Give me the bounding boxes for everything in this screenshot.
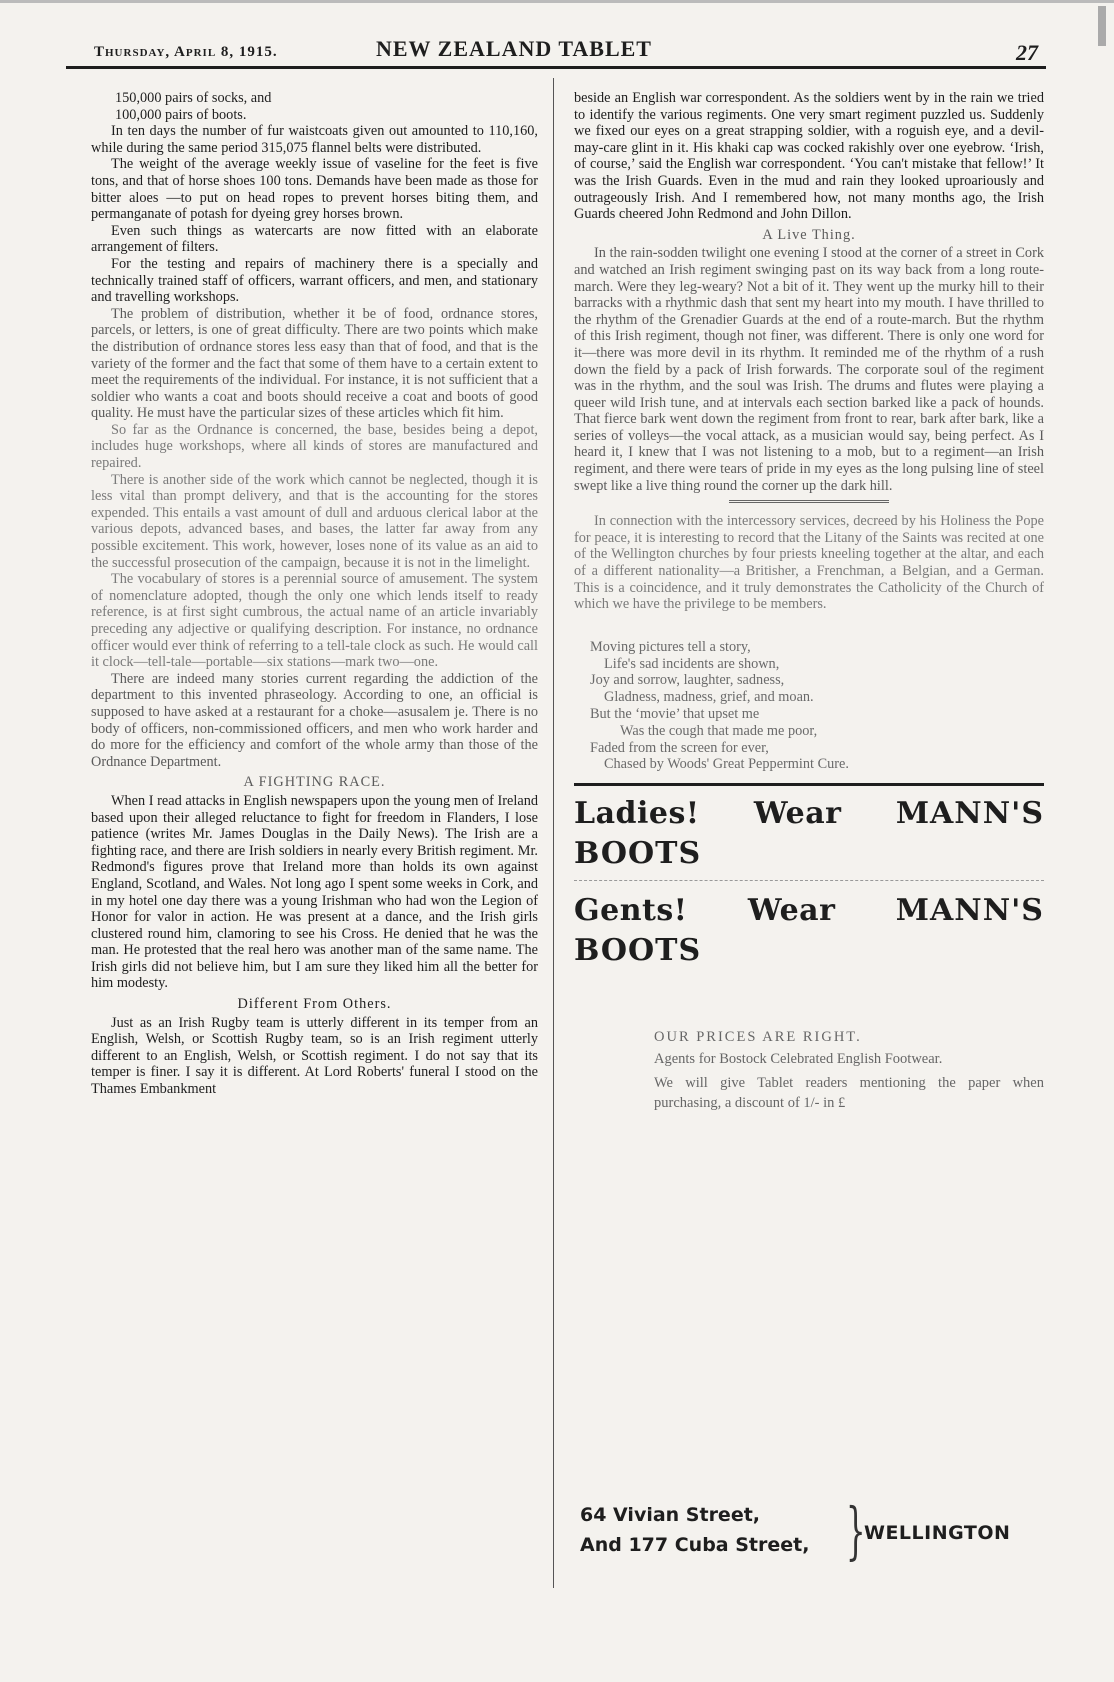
section-heading-fighting-race: A FIGHTING RACE. (243, 774, 386, 791)
advert-ladies (574, 794, 1044, 881)
paragraph: So far as the Ordnance is concerned, the base, besides being a depot, includes huge workshops, where all kinds of stores are manufactured and repaired. (91, 421, 538, 472)
advert-brand: MANN'S BOOTS (574, 796, 1044, 872)
paragraph: For the testing and repairs of machinery there is a specially and technically trained staff of officers, warrant officers, and men, and stationary and travelling workshops. (91, 255, 538, 306)
section-rule (729, 500, 889, 503)
prices-heading: OUR PRICES ARE RIGHT. (654, 1029, 862, 1046)
poem-line: Gladness, madness, grief, and moan. (604, 689, 814, 706)
paragraph: The weight of the average weekly issue of vaseline for the feet is five tons, and that of horse shoes 100 tons. Demands have been made as those for bitter aloes —to put on head ropes to prevent horses biting them, and permanganate of potash for dyeing grey horses brown. (91, 156, 538, 223)
advert-address (574, 1494, 1044, 1576)
address-line: 64 Vivian Street, (580, 1504, 761, 1526)
paragraph: There is another side of the work which cannot be neglected, though it is less vital than prompt delivery, and that is the accounting for the stores expended. This entails a vast amount of dull and arduous clerical labor at the various depots, advanced bases, and bases, the latter far away from any possible excitement. This work, however, loses none of its value as an aid to the successful prosecution of the campaign, because it is not in the limelight. (91, 471, 538, 571)
advert-ladies-text: Ladies! Wear (574, 796, 842, 832)
paragraph: In ten days the number of fur waistcoats given out amounted to 110,160, while during the same period 315,075 flannel belts were distributed. (91, 123, 538, 156)
list-item: 100,000 pairs of boots. (115, 106, 247, 123)
address-line: And 177 Cuba Street, (580, 1534, 810, 1556)
poem-line: Was the cough that made me poor, (620, 722, 818, 739)
scan-edge (1098, 6, 1106, 46)
paragraph: beside an English war correspondent. As the soldiers went by in the rain we tried to identify the various regiments. One very smart regiment puzzled us. Suddenly we fixed our eyes on a great strapping soldier, with a roguish eye, and a devil-may-care glint in it. His khaki cap was cocked rakishly over one eyebrow. ‘Irish, of course,’ said the English war correspondent. ‘You can't mistake that fellow!’ It was the Irish Guards. Even in the mud and rain they looked uproariously and outrageously Irish. And I remembered how, not many months ago, the Irish Guards cheered John Redmond and John Dillon. (574, 90, 1044, 223)
advert-prices (654, 1027, 1044, 1113)
list-item: 150,000 pairs of socks, and (115, 90, 272, 106)
paragraph: When I read attacks in English newspapers upon the young men of Ireland based upon their alleged reluctance to fight for freedom in Flanders, I lose patience (writes Mr. James Douglas in the Daily News). The Irish are a fighting race, and there are Irish soldiers in nearly every British regiment. Mr. Redmond's figures prove that Ireland more than holds its own against England, Scotland, and Wales. Not long ago I spent some weeks in Cork, and in my hotel one day there was a young Irishman who had won the Legion of Honor for valor in action. He was present at a dance, and the Irish girls clustered round him, clamoring to see his Cross. He denied that he was the man. He protested that the real hero was another man of the same name. The Irish girls did not believe him, but I am sure they liked him all the better for him modesty. (91, 792, 538, 992)
poem-line: Life's sad incidents are shown, (604, 655, 780, 672)
column-divider (553, 78, 554, 1588)
advert-poem (590, 639, 1044, 773)
poem-line: Faded from the screen for ever, (590, 739, 769, 756)
address-city: WELLINGTON (864, 1522, 1011, 1544)
paragraph: Just as an Irish Rugby team is utterly different in its temper from an English, Welsh, or Scottish Rugby team, so is an Irish regiment utterly different to an English, Welsh, or Scottish regiment. I do not say that its temper is finer. I say it is different. At Lord Roberts' funeral I stood on the Thames Embankment (91, 1014, 538, 1098)
advert-gents (574, 891, 1044, 977)
paragraph: In connection with the intercessory services, decreed by his Holiness the Pope for peace, it is interesting to record that the Litany of the Saints was recited at one of the Wellington churches by four priests kneeling together at the altar, and each of a different nationality—a Britisher, a Frenchman, a Belgian, and a German. This is a coincidence, and it truly demonstrates the Catholicity of the Church of which we have the privilege to be members. (574, 513, 1044, 613)
issue-date: Thursday, April 8, 1915. (94, 44, 278, 60)
agents-text: Agents for Bostock Celebrated English Footwear. (654, 1051, 943, 1068)
poem-line: Moving pictures tell a story, (590, 638, 751, 655)
poem-line: Joy and sorrow, laughter, sadness, (590, 672, 785, 689)
page-header (66, 36, 1046, 69)
discount-text: We will give Tablet readers mentioning the paper when purchasing, a discount of 1/- in £ (654, 1075, 1044, 1112)
page-number: 27 (1016, 40, 1038, 65)
poem-line: Chased by Woods' Great Peppermint Cure. (604, 756, 849, 773)
advert-rule (574, 783, 1044, 786)
paragraph: The vocabulary of stores is a perennial source of amusement. The system of nomenclature adopted, though the only one which lends itself to ready reference, is at first sight cumbrous, the actual name of an article invariably preceding any adjective or qualifying description. For instance, no ordnance officer would ever think of referring to a tell-tale clock as such. He would call it clock—tell-tale—portable—six stations—mark two—one. (91, 571, 538, 671)
scan-edge (0, 0, 1114, 3)
paragraph: There are indeed many stories current regarding the addiction of the department to this invented phraseology. According to one, an official is supposed to have asked at a restaurant for a choke—asusalem je. There is no body of officers, non-commissioned officers, and men who work harder and do more for the efficiency and comfort of the whole army than those of the Ordnance Department. (91, 670, 538, 770)
brace-icon: } (845, 1494, 866, 1567)
poem-line: But the ‘movie’ that upset me (590, 706, 760, 722)
paragraph: Even such things as watercarts are now fitted with an elaborate arrangement of filters. (91, 222, 538, 256)
advert-gents-text: Gents! Wear (574, 893, 836, 929)
section-heading-live-thing: A Live Thing. (762, 226, 856, 243)
left-column (91, 90, 538, 1098)
advert-brand: MANN'S BOOTS (574, 893, 1044, 969)
paragraph: In the rain-sodden twilight one evening I stood at the corner of a street in Cork and watched an Irish regiment swinging past on its way back from a long route-march. Were they leg-weary? Not a bit of it. They went up the murky hill to their barracks with a rhythmic dash that sent my heart into my mouth. I have thrilled to the rhythm of the Grenadier Guards at the end of a route-march. But the rhythm of this Irish regiment, though not finer, was different. There is only one word for it—there was more devil in its rhythm. It reminded me of the rhythm of a rush down the field by a pack of Irish forwards. The corporate soul of the regiment was in the rhythm, and the soul was Irish. The drums and flutes were playing a queer wild Irish tune, and at intervals each section barked like a pack of hounds. That fierce bark went down the regiment from front to rear, bark after bark, like a series of volleys—the vocal attack, as a musician would say, being perfect. As I heard it, I knew that I was not listening to a mob, but to a regiment—an Irish regiment, and there were tears of pride in my eyes as the long pulsing line of steel swept like a live thing round the corner up the dark hill. (574, 245, 1044, 494)
section-heading-different: Different From Others. (237, 996, 392, 1013)
newspaper-title: NEW ZEALAND TABLET (376, 36, 652, 61)
right-column (574, 90, 1044, 1113)
paragraph: The problem of distribution, whether it be of food, ordnance stores, parcels, or letters, is one of great difficulty. There are two points which make the distribution of ordnance stores less easy than that of food, and that is the variety of the former and the fact that some of them have to a certain extent to meet the requirements of the individual. For instance, it is not sufficient that a soldier who wants a coat and boots should receive a coat and boots of good quality. He must have the particular sizes of these articles which fit him. (91, 305, 538, 422)
